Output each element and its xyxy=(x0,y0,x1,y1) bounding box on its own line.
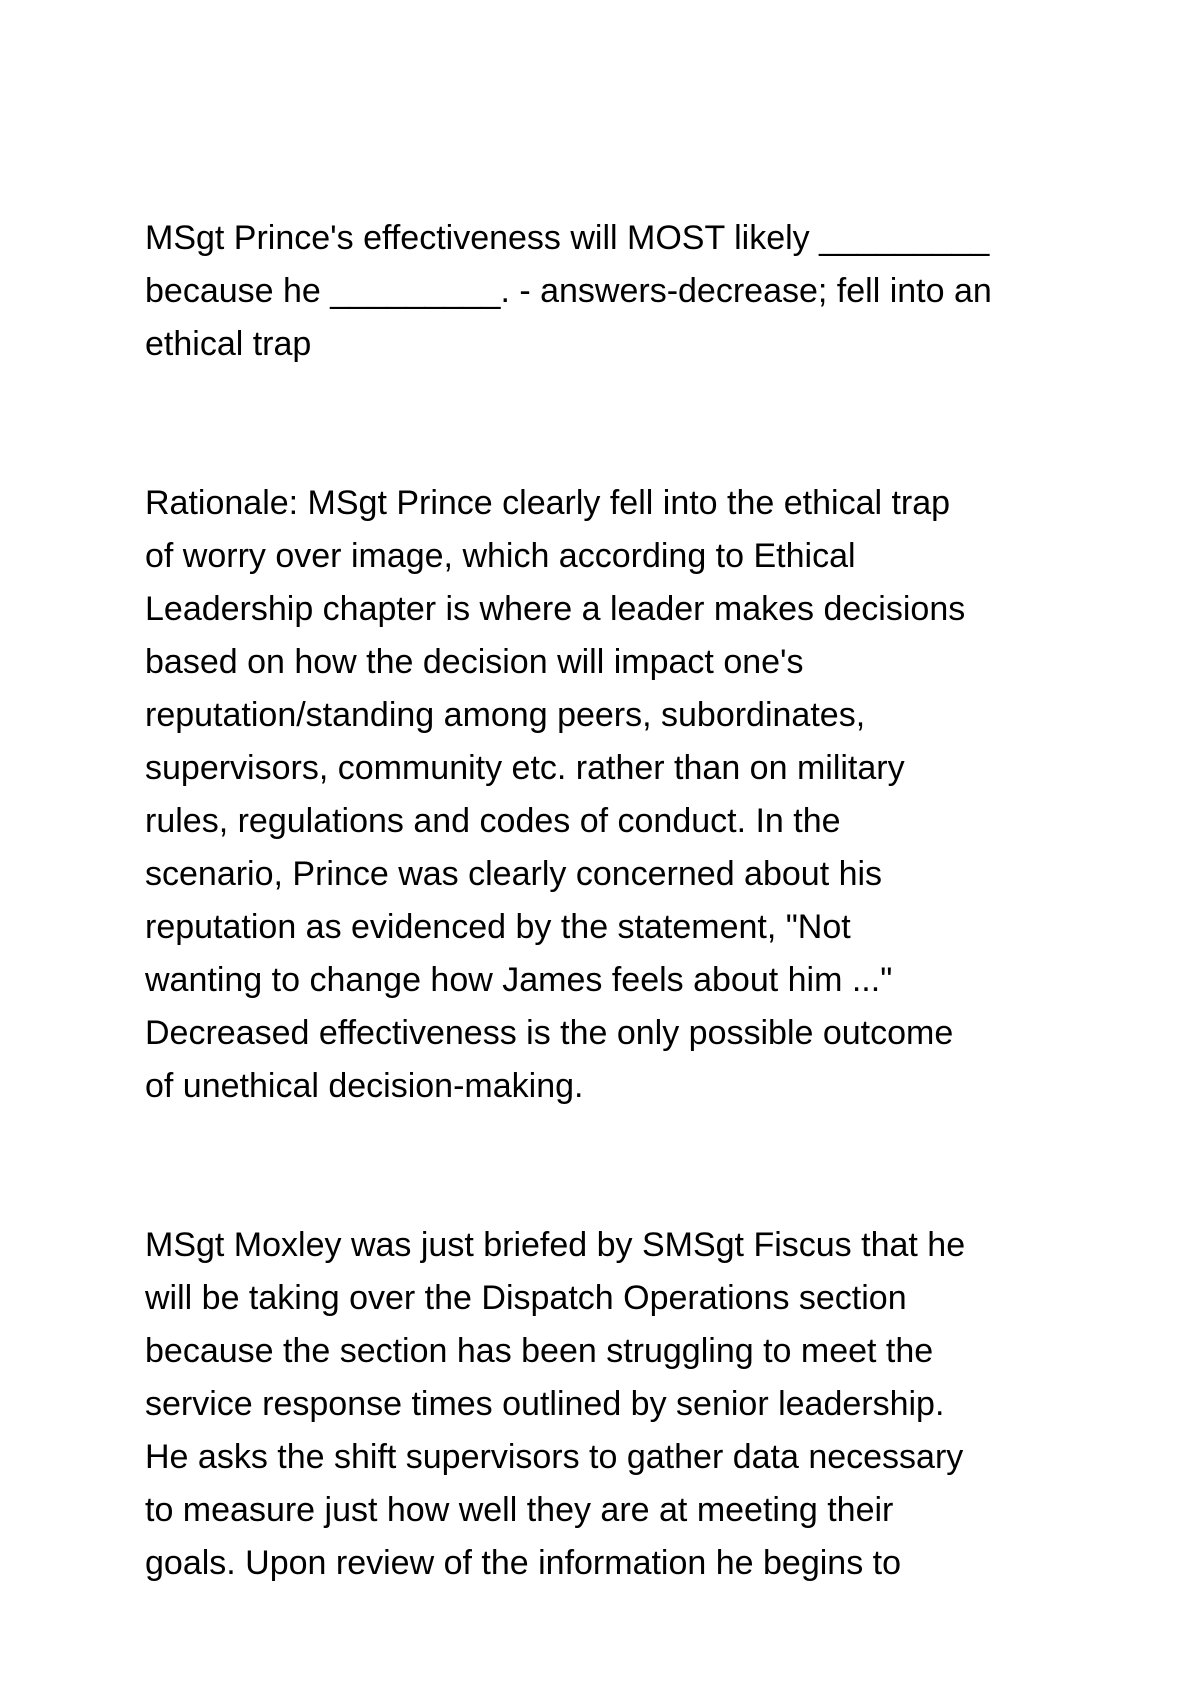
text-line: will be taking over the Dispatch Operations section xyxy=(145,1279,907,1317)
text-line: of worry over image, which according to Ethical xyxy=(145,537,856,575)
text-line: wanting to change how James feels about him ..." xyxy=(145,961,893,999)
document-body xyxy=(145,212,1070,1590)
text-line: reputation as evidenced by the statement, "Not xyxy=(145,908,851,946)
text-line: goals. Upon review of the information he begins to xyxy=(145,1544,902,1582)
text-line: rules, regulations and codes of conduct. In the xyxy=(145,802,841,840)
text-line: based on how the decision will impact one's xyxy=(145,643,804,681)
text-line: Decreased effectiveness is the only possible outcome xyxy=(145,1014,954,1052)
text-line: to measure just how well they are at meeting their xyxy=(145,1491,894,1529)
text-line: service response times outlined by senior leadership. xyxy=(145,1385,945,1423)
text-line: ethical trap xyxy=(145,325,312,363)
text-line: because the section has been struggling to meet the xyxy=(145,1332,934,1370)
text-line: supervisors, community etc. rather than on military xyxy=(145,749,905,787)
rationale-paragraph xyxy=(145,477,1070,1113)
text-line: because he _________. - answers-decrease; fell into an xyxy=(145,272,992,310)
text-line: MSgt Prince's effectiveness will MOST likely _________ xyxy=(145,219,990,257)
scenario-paragraph xyxy=(145,1219,1070,1590)
question-paragraph xyxy=(145,212,1070,371)
paragraph-spacer xyxy=(145,371,1070,477)
paragraph-spacer xyxy=(145,1113,1070,1219)
text-line: of unethical decision-making. xyxy=(145,1067,584,1105)
text-line: Leadership chapter is where a leader makes decisions xyxy=(145,590,966,628)
text-line: reputation/standing among peers, subordinates, xyxy=(145,696,866,734)
text-line: Rationale: MSgt Prince clearly fell into the ethical trap xyxy=(145,484,951,522)
text-line: scenario, Prince was clearly concerned about his xyxy=(145,855,883,893)
text-line: MSgt Moxley was just briefed by SMSgt Fiscus that he xyxy=(145,1226,966,1264)
text-line: He asks the shift supervisors to gather data necessary xyxy=(145,1438,964,1476)
